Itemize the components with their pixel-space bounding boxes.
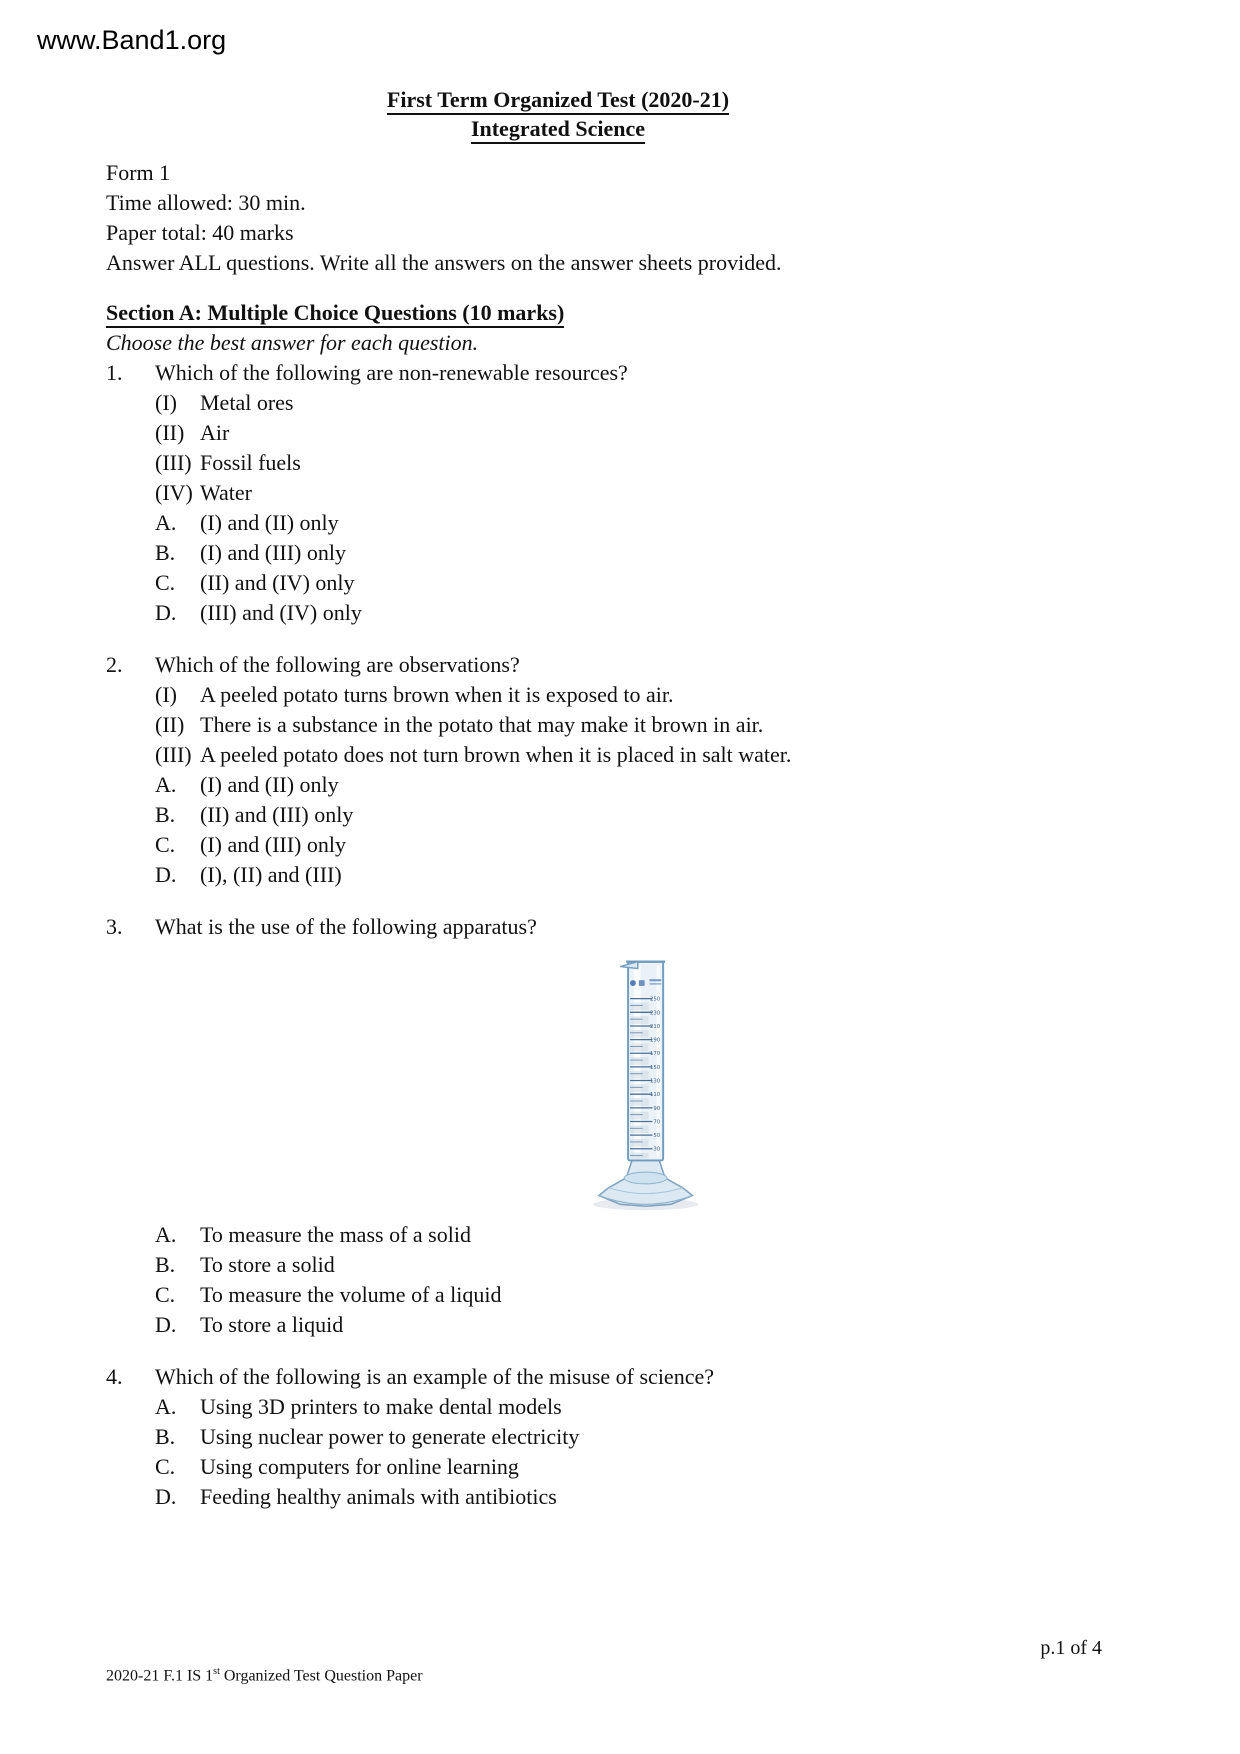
question-number: 4. <box>106 1364 123 1389</box>
option-text: Feeding healthy animals with antibiotics <box>200 1484 557 1509</box>
option-row <box>155 538 1010 568</box>
statement-text: A peeled potato does not turn brown when it is placed in salt water. <box>200 742 792 767</box>
option-letter: D. <box>155 600 177 625</box>
option-letter: C. <box>155 1282 176 1307</box>
option-text: Using 3D printers to make dental models <box>200 1394 562 1419</box>
option-row <box>155 568 1010 598</box>
doc-ref-prefix: 2020-21 F.1 IS 1 <box>106 1667 214 1685</box>
question-body <box>155 358 1010 628</box>
statement-label: (III) <box>155 742 192 767</box>
tick-label: 210 <box>650 1023 661 1030</box>
option-letter: B. <box>155 1424 176 1449</box>
statement-text: Water <box>200 480 252 505</box>
question-2 <box>106 650 1010 890</box>
statement-text: Fossil fuels <box>200 450 301 475</box>
option-text: (I) and (II) only <box>200 772 339 797</box>
page-content <box>106 0 1010 1512</box>
tick-label: 30 <box>653 1146 661 1153</box>
statement-row <box>155 740 1010 770</box>
option-letter: B. <box>155 540 176 565</box>
statement-label: (IV) <box>155 480 193 505</box>
question-text: Which of the following are observations? <box>155 652 520 677</box>
option-row <box>155 1250 1010 1280</box>
section-a-heading-text: Section A: Multiple Choice Questions (10 marks) <box>106 301 564 328</box>
option-letter: D. <box>155 1312 177 1337</box>
question-body <box>155 1362 1010 1512</box>
tick-label: 90 <box>653 1105 661 1112</box>
tick-label: 150 <box>650 1064 661 1071</box>
option-text: (I), (II) and (III) <box>200 862 342 887</box>
statement-text: A peeled potato turns brown when it is exposed to air. <box>200 682 674 707</box>
measuring-cylinder-figure <box>546 948 716 1216</box>
footer-page-indicator: p.1 of 4 <box>1040 1637 1102 1659</box>
option-text: Using computers for online learning <box>200 1454 519 1479</box>
question-text: Which of the following is an example of the misuse of science? <box>155 1364 714 1389</box>
question-body <box>155 650 1010 890</box>
info-paper-total: Paper total: 40 marks <box>106 220 294 245</box>
tick-label: 130 <box>650 1078 661 1085</box>
statement-row <box>155 388 1010 418</box>
tick-label: 170 <box>650 1051 661 1058</box>
option-letter: B. <box>155 1252 176 1277</box>
option-text: Using nuclear power to generate electricity <box>200 1424 580 1449</box>
statement-text: There is a substance in the potato that may make it brown in air. <box>200 712 764 737</box>
apparatus-figure <box>546 948 716 1216</box>
option-letter: C. <box>155 570 176 595</box>
option-letter: B. <box>155 802 176 827</box>
statement-label: (I) <box>155 390 177 415</box>
tick-label: 230 <box>650 1010 661 1017</box>
option-row <box>155 800 1010 830</box>
exam-title-block <box>106 86 1010 144</box>
option-row <box>155 1310 1010 1340</box>
statement-label: (I) <box>155 682 177 707</box>
option-row <box>155 1392 1010 1422</box>
statement-row <box>155 680 1010 710</box>
band1-watermark: www.Band1.org <box>37 25 227 55</box>
option-text: (II) and (III) only <box>200 802 354 827</box>
option-letter: A. <box>155 1222 177 1247</box>
option-text: To store a liquid <box>200 1312 344 1337</box>
exam-title-line2 <box>106 115 1010 144</box>
option-letter: A. <box>155 1394 177 1419</box>
option-row <box>155 598 1010 628</box>
option-row <box>155 770 1010 800</box>
tick-label: 70 <box>653 1119 661 1126</box>
option-text: (III) and (IV) only <box>200 600 362 625</box>
statement-text: Air <box>200 420 230 445</box>
cylinder-base <box>599 1160 693 1206</box>
option-row <box>155 830 1010 860</box>
question-text: What is the use of the following apparatus? <box>155 914 537 939</box>
option-row <box>155 1422 1010 1452</box>
option-row <box>155 1280 1010 1310</box>
option-letter: A. <box>155 772 177 797</box>
exam-info-block <box>106 158 1010 278</box>
option-row <box>155 1452 1010 1482</box>
question-text: Which of the following are non-renewable resources? <box>155 360 628 385</box>
tick-label: 110 <box>650 1092 661 1099</box>
tick-label: 190 <box>650 1037 661 1044</box>
tick-label: 50 <box>653 1133 661 1140</box>
option-letter: A. <box>155 510 177 535</box>
statement-row <box>155 710 1010 740</box>
doc-ref-superscript: st <box>213 1666 220 1677</box>
question-1 <box>106 358 1010 628</box>
info-form: Form 1 <box>106 160 171 185</box>
question-number: 2. <box>106 652 123 677</box>
option-row <box>155 508 1010 538</box>
option-text: (I) and (II) only <box>200 510 339 535</box>
option-text: (I) and (III) only <box>200 540 346 565</box>
option-letter: C. <box>155 832 176 857</box>
statement-row <box>155 478 1010 508</box>
option-row <box>155 860 1010 890</box>
info-instruction: Answer ALL questions. Write all the answers on the answer sheets provided. <box>106 250 782 275</box>
option-letter: D. <box>155 862 177 887</box>
section-a-heading <box>106 298 1010 328</box>
question-body <box>155 912 1010 1340</box>
statement-label: (III) <box>155 450 192 475</box>
question-number: 3. <box>106 914 123 939</box>
option-text: To store a solid <box>200 1252 335 1277</box>
exam-title-line1 <box>106 86 1010 115</box>
statement-row <box>155 418 1010 448</box>
question-3 <box>106 912 1010 1340</box>
statement-text: Metal ores <box>200 390 294 415</box>
section-a-instruction: Choose the best answer for each question. <box>106 330 479 355</box>
footer-doc-reference <box>106 1662 423 1686</box>
option-text: (II) and (IV) only <box>200 570 355 595</box>
option-text: To measure the mass of a solid <box>200 1222 471 1247</box>
question-4 <box>106 1362 1010 1512</box>
option-text: To measure the volume of a liquid <box>200 1282 502 1307</box>
statement-label: (II) <box>155 712 185 737</box>
tick-label: 250 <box>650 996 661 1003</box>
option-row <box>155 1220 1010 1250</box>
option-text: (I) and (III) only <box>200 832 346 857</box>
option-row <box>155 1482 1010 1512</box>
option-letter: C. <box>155 1454 176 1479</box>
exam-title-line2-text: Integrated Science <box>471 117 645 144</box>
statement-row <box>155 448 1010 478</box>
doc-ref-suffix: Organized Test Question Paper <box>219 1667 423 1685</box>
statement-label: (II) <box>155 420 185 445</box>
exam-title-line1-text: First Term Organized Test (2020-21) <box>387 88 729 115</box>
info-time-allowed: Time allowed: 30 min. <box>106 190 306 215</box>
question-number: 1. <box>106 360 123 385</box>
option-letter: D. <box>155 1484 177 1509</box>
